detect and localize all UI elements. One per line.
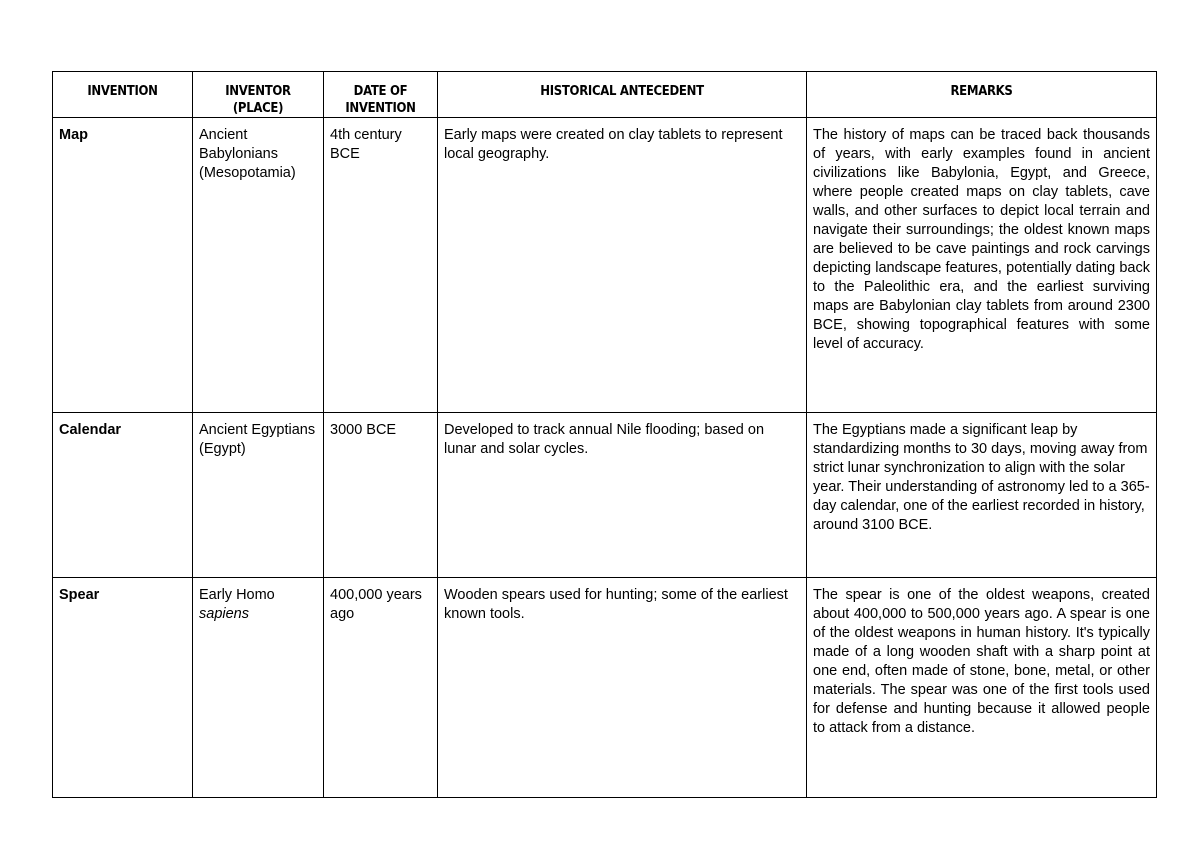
cell-date: 4th century BCE [324, 118, 438, 413]
table-header [53, 72, 1157, 118]
header-remarks [807, 72, 1157, 118]
cell-antecedent: Developed to track annual Nile flooding; based on lunar and solar cycles. [438, 413, 807, 578]
cell-antecedent: Wooden spears used for hunting; some of the earliest known tools. [438, 578, 807, 798]
inventor-place: (Egypt) [199, 441, 246, 457]
table-row-calendar [53, 413, 1157, 578]
header-row [53, 72, 1157, 118]
inventor-name-italic: sapiens [199, 606, 249, 622]
cell-inventor [193, 118, 324, 413]
cell-remarks: The history of maps can be traced back thousands of years, with early examples found in ancient civilizations like Babylonia, Egypt, and Greece, where people created maps on clay tablets, cave walls, and other surfaces to depict local terrain and navigate their surroundings; the oldest known maps are believed to be cave paintings and rock carvings depicting landscape features, potentially dating back to the Paleolithic era, and the earliest surviving maps are Babylonian clay tablets from around 2300 BCE, showing topographical features with some level of accuracy. [807, 118, 1157, 413]
inventor-place: (Mesopotamia) [199, 165, 296, 181]
cell-inventor [193, 413, 324, 578]
header-inventor [193, 72, 324, 118]
cell-date: 3000 BCE [324, 413, 438, 578]
header-invention-label: INVENTION [87, 84, 158, 99]
header-antecedent [438, 72, 807, 118]
inventor-name: Early Homo [199, 587, 275, 603]
cell-invention: Spear [53, 578, 193, 798]
cell-antecedent: Early maps were created on clay tablets to represent local geography. [438, 118, 807, 413]
header-place-label: (PLACE) [232, 101, 284, 116]
header-date [324, 72, 438, 118]
cell-remarks: The spear is one of the oldest weapons, created about 400,000 to 500,000 years ago. A spear is one of the oldest weapons in human history. It's typically made of a long wooden shaft with a sharp point at one end, often made of stone, bone, metal, or other materials. The spear was one of the first tools used for defense and hunting because it allowed people to attack from a distance. [807, 578, 1157, 798]
header-date-label-line1: DATE OF [353, 84, 408, 99]
cell-invention: Calendar [53, 413, 193, 578]
inventor-name: Ancient Babylonians [199, 127, 278, 162]
table-row-map [53, 118, 1157, 413]
header-invention [53, 72, 193, 118]
table-row-spear [53, 578, 1157, 798]
header-inventor-label: INVENTOR [225, 84, 291, 99]
cell-invention: Map [53, 118, 193, 413]
table-body [53, 118, 1157, 798]
cell-remarks: The Egyptians made a significant leap by standardizing months to 30 days, moving away from strict lunar synchronization to align with the solar year. Their understanding of astronomy led to a 365-day calendar, one of the earliest recorded in history, around 3100 BCE. [807, 413, 1157, 578]
header-antecedent-label: HISTORICAL ANTECEDENT [540, 84, 704, 99]
header-date-label-line2: INVENTION [345, 101, 416, 116]
inventions-table [52, 71, 1157, 798]
header-remarks-label: REMARKS [950, 84, 1013, 99]
inventor-name: Ancient Egyptians [199, 422, 316, 438]
cell-date: 400,000 years ago [324, 578, 438, 798]
cell-inventor [193, 578, 324, 798]
